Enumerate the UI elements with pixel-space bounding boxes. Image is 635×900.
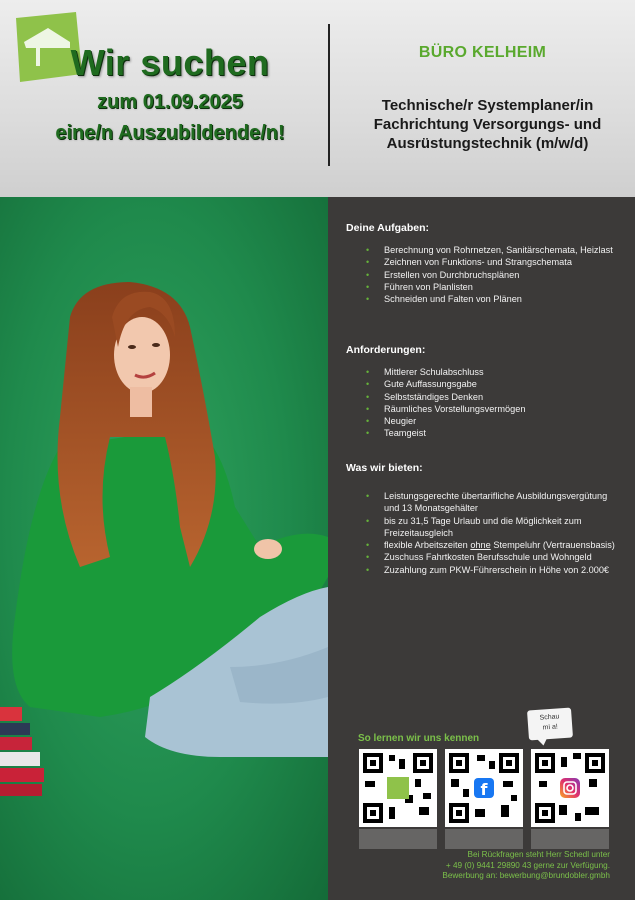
offer-list xyxy=(354,490,616,576)
tasks-heading: Deine Aufgaben: xyxy=(346,222,430,234)
office-name: BÜRO KELHEIM xyxy=(418,44,547,61)
offer-heading: Was wir bieten: xyxy=(346,462,423,474)
qr-code-facebook[interactable] xyxy=(445,749,523,827)
qr-code-icon xyxy=(359,749,437,827)
start-date: zum 01.09.2025 xyxy=(97,91,243,113)
list-item: • Leistungsgerechte übertarifliche Ausbildungsvergütung und 13 Monatsgehälter xyxy=(354,490,616,515)
list-item: • Teamgeist xyxy=(354,427,624,439)
info-panel xyxy=(328,197,635,900)
headline: Wir suchen xyxy=(70,42,270,83)
list-item: • Schneiden und Falten von Plänen xyxy=(354,293,624,305)
list-item: • Neugier xyxy=(354,415,624,427)
list-item: • Zeichnen von Funktions- und Strangschemata xyxy=(354,256,624,268)
qr-reflection xyxy=(531,829,609,849)
photo-apprentice xyxy=(0,197,328,900)
qr-code-website[interactable] xyxy=(359,749,437,827)
svg-text:f: f xyxy=(480,780,488,799)
list-item: • Erstellen von Durchbruchsplänen xyxy=(354,269,624,281)
job-title: Technische/r Systemplaner/in Fachrichtung Versorgungs- und Ausrüstungstechnik (m/w/d) xyxy=(373,97,602,152)
tasks-list xyxy=(354,244,624,305)
list-item: • Gute Auffassungsgabe xyxy=(354,378,624,390)
qr-code-instagram[interactable] xyxy=(531,749,609,827)
qr-code-icon xyxy=(445,749,523,827)
photo-illustration xyxy=(0,197,328,900)
list-item: • Zuzahlung zum PKW-Führerschein in Höhe von 2.000€ xyxy=(354,564,616,576)
list-item: • Zuschuss Fahrtkosten Berufsschule und Wohngeld xyxy=(354,551,616,563)
list-item: • Mittlerer Schulabschluss xyxy=(354,366,624,378)
qr-reflection xyxy=(359,829,437,849)
list-item: • Berechnung von Rohrnetzen, Sanitärschemata, Heizlast xyxy=(354,244,624,256)
qr-code-icon xyxy=(531,749,609,827)
list-item: • flexible Arbeitszeiten ohne Stempeluhr (Vertrauensbasis) xyxy=(354,539,616,551)
qr-reflection xyxy=(445,829,523,849)
contact-footer: Bei Rückfragen steht Herr Schedl unter + 49 (0) 9441 29890 43 gerne zur Verfügung. Bewerbung an: bewerbung@brundobler.gmbh xyxy=(350,850,610,882)
qr-heading: So lernen wir uns kennen xyxy=(358,733,480,744)
position-type: eine/n Auszubildende/n! xyxy=(55,122,285,144)
header xyxy=(0,0,635,197)
application-email[interactable]: Bewerbung an: bewerbung@brundobler.gmbh xyxy=(442,871,610,881)
requirements-heading: Anforderungen: xyxy=(346,344,426,356)
list-item: • Führen von Planlisten xyxy=(354,281,624,293)
list-item: • bis zu 31,5 Tage Urlaub und die Möglichkeit zum Freizeitausgleich xyxy=(354,515,616,540)
requirements-list xyxy=(354,366,624,440)
list-item: • Räumliches Vorstellungsvermögen xyxy=(354,403,624,415)
list-item: • Selbstständiges Denken xyxy=(354,391,624,403)
speech-bubble: Schau mi a! xyxy=(527,708,573,741)
headline-block xyxy=(35,42,305,146)
